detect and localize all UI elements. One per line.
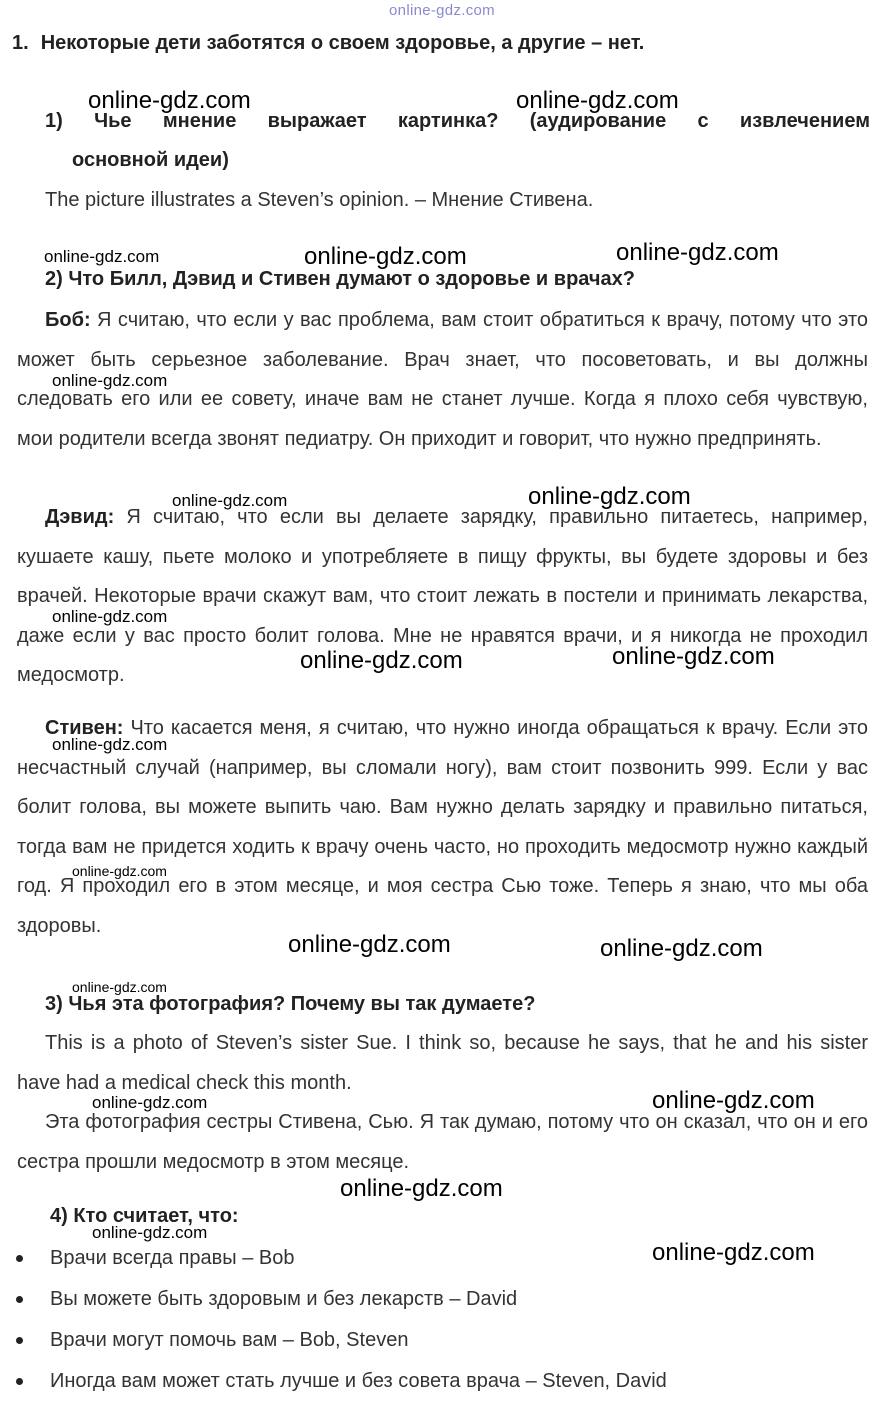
list-item: Иногда вам может стать лучше и без совета врача – Steven, David — [0, 1361, 884, 1402]
bullet-icon — [16, 1337, 23, 1344]
watermark: online-gdz.com — [288, 931, 451, 958]
watermark: online-gdz.com — [52, 371, 168, 390]
david-name: Дэвид: — [45, 506, 115, 528]
david-text: Я считаю, что если вы делаете зарядку, правильно питаетесь, например, кушаете кашу, пьете молоко и употребляете в пищу фрукты, вы будете здоровы и без врачей. Некоторые врачи скажут вам, что стоит лежать в постели и принимать лекарства, даже если у вас просто болит голова. Мне не нравятся врачи, и я никогда не проходил медосмотр. — [17, 506, 868, 686]
list-item: Врачи могут помочь вам – Bob, Steven — [0, 1320, 884, 1361]
watermark: online-gdz.com — [612, 643, 775, 670]
answer-4-list — [0, 1238, 884, 1402]
task-title — [12, 32, 644, 55]
steven-name: Стивен: — [45, 717, 124, 739]
task-title-text: Некоторые дети заботятся о своем здоровье, а другие – нет. — [40, 32, 645, 54]
steven-paragraph — [17, 709, 868, 946]
list-item: Вы можете быть здоровым и без лекарств – David — [0, 1279, 884, 1320]
watermark: online-gdz.com — [88, 87, 251, 114]
bullet-icon — [16, 1296, 23, 1303]
watermark: online-gdz.com — [516, 87, 679, 114]
answer-3-russian: Эта фотография сестры Стивена, Сью. Я так думаю, потому что он сказал, что он и его сестра прошли медосмотр в этом месяце. — [17, 1111, 868, 1173]
question-1-line-1: 1) Чье мнение выражает картинка? (аудирование с извлечением — [45, 110, 870, 132]
site-mark: online-gdz.com — [389, 2, 495, 19]
watermark: online-gdz.com — [616, 239, 779, 266]
watermark: online-gdz.com — [52, 607, 168, 626]
bullet-icon — [16, 1378, 23, 1385]
watermark: online-gdz.com — [172, 491, 288, 510]
task-number: 1. — [12, 32, 29, 54]
watermark: online-gdz.com — [340, 1175, 503, 1202]
bob-paragraph — [17, 301, 868, 459]
bullet-icon — [16, 1255, 23, 1262]
watermark: online-gdz.com — [92, 1223, 208, 1242]
question-3: 3) Чья эта фотография? Почему вы так думаете? — [45, 993, 536, 1015]
watermark: online-gdz.com — [300, 647, 463, 674]
watermark: online-gdz.com — [44, 247, 160, 266]
watermark: online-gdz.com — [52, 735, 168, 754]
steven-text: Что касается меня, я считаю, что нужно иногда обращаться к врачу. Если это несчастный случай (например, вы сломали ногу), вам стоит позвонить 999. Если у вас болит голова, вы можете выпить чаю. Вам нужно делать зарядку и правильно питаться, тогда вам не придется ходить к врачу очень часто, но проходить медосмотр нужно каждый год. Я проходил его в этом месяце, и моя сестра Сью тоже. Теперь я знаю, что мы оба здоровы. — [17, 717, 869, 937]
list-item: Врачи всегда правы – Bob — [0, 1238, 884, 1279]
watermark: online-gdz.com — [600, 935, 763, 962]
watermark: online-gdz.com — [304, 243, 467, 270]
question-4: 4) Кто считает, что: — [50, 1205, 239, 1227]
watermark: online-gdz.com — [72, 863, 167, 879]
answer-1: The picture illustrates a Steven’s opinion. – Мнение Стивена. — [45, 189, 594, 211]
bob-text: Я считаю, что если у вас проблема, вам стоит обратиться к врачу, потому что это может быть серьезное заболевание. Врач знает, что посоветовать, и вы должны следовать его или ее совету, иначе вам не станет лучше. Когда я плохо себя чувствую, мои родители всегда звонят педиатру. Он приходит и говорит, что нужно предпринять. — [17, 309, 869, 450]
watermark: online-gdz.com — [72, 979, 167, 995]
watermark: online-gdz.com — [92, 1093, 208, 1112]
question-2: 2) Что Билл, Дэвид и Стивен думают о здоровье и врачах? — [45, 268, 635, 290]
watermark: online-gdz.com — [652, 1239, 815, 1266]
question-1-line-2: основной идеи) — [72, 149, 229, 171]
bob-name: Боб: — [45, 309, 91, 331]
david-paragraph — [17, 498, 868, 696]
answer-3-english: This is a photo of Steven’s sister Sue. I think so, because he says, that he and his sister have had a medical check this month. — [17, 1032, 868, 1094]
watermark: online-gdz.com — [528, 483, 691, 510]
watermark: online-gdz.com — [652, 1087, 815, 1114]
